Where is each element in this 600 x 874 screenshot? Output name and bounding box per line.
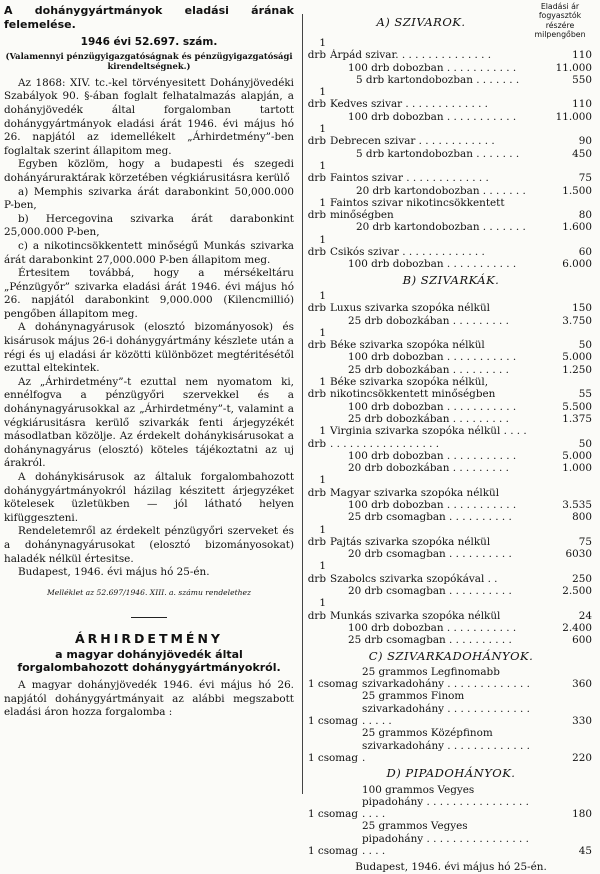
row-price: 1.375 (562, 412, 592, 425)
row-quantity: 1 drb (307, 523, 326, 548)
left-column (4, 4, 294, 720)
section-d-heading: D) PIPADOHÁNYOK. (386, 766, 516, 781)
row-description: Faintos szivar . . . . . . . . . . . . . (330, 172, 489, 185)
row-price: 1.500 (562, 184, 592, 197)
divider (131, 617, 167, 618)
price-row (306, 197, 596, 222)
row-price: 5.000 (562, 351, 592, 364)
item-a: a) Memphis szivarka árát darabonkint 50,000.000 P-ben, (4, 185, 294, 212)
price-row (306, 315, 596, 327)
row-quantity: 1 drb (307, 560, 326, 585)
row-price: 360 (572, 678, 592, 691)
row-description: 25 grammos Legfinomabb szivarkadohány . . . . . . . . . . . . . (362, 665, 530, 691)
row-description: 100 drb dobozban . . . . . . . . . . . (348, 498, 517, 511)
row-price: 6.000 (562, 258, 592, 271)
price-row (306, 425, 596, 450)
column-divider (302, 14, 303, 794)
row-price: 60 (578, 246, 592, 259)
price-row (306, 634, 596, 646)
row-description: 20 drb dobozkában . . . . . . . . . (348, 462, 509, 475)
row-price: 150 (572, 302, 592, 315)
row-description: Kedves szivar . . . . . . . . . . . . . (330, 98, 488, 111)
date-line: Budapest, 1946. évi május hó 25-én. (18, 566, 210, 579)
row-description: 25 drb dobozkában . . . . . . . . . (348, 314, 509, 327)
row-quantity: 1 drb (307, 233, 326, 259)
row-price: 3.750 (562, 314, 592, 327)
paragraph-6: A dohánykisárusok az általuk forgalombahozott dohánygyártmányokról házilag készitett árjegyzéket kötelesek üzletükben — jól látható helyen kifüggeszteni. (4, 471, 294, 524)
row-quantity: 1 drb (307, 474, 326, 499)
price-row (306, 74, 596, 86)
row-description: Magyar szivarka szopóka nélkül (330, 486, 500, 499)
price-row (306, 111, 596, 123)
item-c: c) a nikotincsökkentett minőségű Munkás szivarka árát darabonkint 27,000.000 P-ben állapitom meg. (4, 239, 294, 266)
row-price: 55 (578, 388, 592, 401)
row-price: 50 (578, 339, 592, 352)
paragraph-1: Az 1868: XIV. tc.-kel törvényesitett Dohányjövedéki Szabályok 90. §-ában foglalt felhatalmazás alapján, a dohányjövedék által forgalomban tartott dohánygyártmányok eladási árát 1946. évi május hó 26. napjától az idemellékelt „Árhirdetmény”-ben foglaltak szerint állapitom meg. (4, 76, 294, 157)
row-price: 11.000 (555, 110, 592, 123)
row-price: 45 (578, 845, 592, 857)
row-description: 20 drb csomagban . . . . . . . . . . (348, 585, 512, 598)
row-price: 1.000 (562, 462, 592, 475)
row-quantity: 1 csomag (307, 808, 358, 821)
section-a-rows (306, 37, 596, 271)
arhirdetmeny-subtitle: a magyar dohányjövedék által forgalombahozott dohánygyártmányokról. (17, 647, 281, 675)
price-row (306, 413, 596, 425)
price-row (306, 784, 596, 821)
row-description: 100 drb dobozban . . . . . . . . . . . (348, 351, 517, 364)
price-row (306, 585, 596, 597)
row-price: 5.500 (562, 400, 592, 413)
price-row (306, 290, 596, 315)
row-price: 220 (572, 751, 592, 764)
row-description: Luxus szivarka szopóka nélkül (330, 302, 490, 315)
price-row (306, 376, 596, 401)
row-quantity: 1 drb (307, 597, 326, 622)
price-list (306, 0, 596, 874)
row-description: 100 drb dobozban . . . . . . . . . . . (348, 61, 517, 74)
decree-number: 1946 évi 52.697. szám. (80, 36, 218, 48)
row-description: Csikós szivar . . . . . . . . . . . . . (330, 246, 485, 259)
attachment-note: Melléklet az 52.697/1946. XIII. a. számu rendelethez (46, 587, 252, 597)
row-description: 25 grammos Finom szivarkadohány . . . . . . . . . . . . . . . . . . (362, 690, 530, 728)
price-row (306, 820, 596, 857)
row-description: 25 drb dobozkában . . . . . . . . . (348, 363, 509, 376)
paragraph-2: Egyben közlöm, hogy a budapesti és szegedi dohányáruraktárak körzetében végkiárusitásra kerülő (4, 158, 294, 184)
row-quantity: 1 drb (307, 86, 326, 111)
row-description: Faintos szivar nikotincsökkentett minőségben (330, 196, 505, 222)
section-d-rows (306, 784, 596, 858)
row-price: 6030 (565, 548, 592, 561)
price-list-header (306, 0, 596, 40)
row-description: 20 drb kartondobozban . . . . . . . (356, 221, 526, 234)
price-row (306, 524, 596, 549)
row-price: 3.535 (562, 498, 592, 511)
row-description: 25 grammos Vegyes pipadohány . . . . . . . . . . . . . . . . . . . . (362, 820, 529, 857)
row-price: 75 (578, 535, 592, 548)
row-price: 80 (578, 209, 592, 222)
row-quantity: 1 drb (307, 196, 326, 222)
row-description: Munkás szivarka szopóka nélkül (330, 609, 501, 622)
row-quantity: 1 drb (307, 159, 326, 185)
price-row (306, 234, 596, 259)
row-description: 25 drb csomagban . . . . . . . . . . (348, 634, 512, 647)
paragraph-7: Rendeletemről az érdekelt pénzügyőri szerveket és a dohánynagyárusokat (elosztó bizományosokat) haladék nélkül értesitse. (4, 525, 294, 565)
row-price: 11.000 (555, 61, 592, 74)
section-c-rows (306, 666, 596, 764)
price-row (306, 560, 596, 585)
row-description: Debrecen szivar . . . . . . . . . . . . (330, 135, 495, 148)
price-row (306, 351, 596, 363)
row-description: 25 drb dobozkában . . . . . . . . . (348, 412, 509, 425)
row-description: 20 drb kartondobozban . . . . . . . (356, 184, 526, 197)
row-price: 800 (572, 511, 592, 524)
arhirdetmeny-text: A magyar dohányjövedék 1946. évi május hó 26. napjától dohánygyártmányait az alábbi megszabott eladási áron hozza forgalomba : (4, 678, 294, 719)
row-quantity: 1 csomag (307, 845, 358, 857)
price-row (306, 450, 596, 462)
row-description: 100 grammos Vegyes pipadohány . . . . . . . . . . . . . . . . . . . . (362, 783, 529, 821)
row-price: 2.400 (562, 621, 592, 634)
section-b-rows (306, 290, 596, 647)
price-row (306, 511, 596, 523)
row-quantity: 1 drb (307, 376, 326, 401)
row-description: 100 drb dobozban . . . . . . . . . . . (348, 621, 517, 634)
row-price: 1.600 (562, 221, 592, 234)
price-row (306, 597, 596, 622)
row-price: 550 (572, 73, 592, 86)
row-price: 90 (578, 135, 592, 148)
price-row (306, 148, 596, 160)
price-row (306, 185, 596, 197)
row-description: 20 drb csomagban . . . . . . . . . . (348, 548, 512, 561)
row-price: 250 (572, 572, 592, 585)
price-row (306, 474, 596, 499)
closing-date: Budapest, 1946. évi május hó 25-én. (355, 861, 547, 874)
row-description: 100 drb dobozban . . . . . . . . . . . (348, 449, 517, 462)
row-price: 450 (572, 147, 592, 160)
paragraph-3: Értesitem továbbá, hogy a mérsékeltáru „Pénzügyőr” szivarka eladási árát 1946. évi május hó 26. napjától darabonkint 9,000.000 (Kilencmillió) pengőben állapitom meg. (4, 267, 294, 320)
row-description: Pajtás szivarka szopóka nélkül (330, 535, 491, 548)
row-quantity: 1 csomag (307, 715, 358, 728)
row-description: 25 drb csomagban . . . . . . . . . . (348, 511, 512, 524)
row-price: 50 (578, 437, 592, 450)
row-price: 330 (572, 715, 592, 728)
row-price: 180 (572, 808, 592, 821)
row-description: Virginia szivarka szopóka nélkül . . . . . . . . . . . . . . . . . . . . . (330, 425, 527, 450)
row-price: 5.000 (562, 449, 592, 462)
price-row (306, 727, 596, 764)
price-row (306, 160, 596, 185)
row-description: Árpád szivar. . . . . . . . . . . . . . . (330, 49, 492, 62)
price-row (306, 123, 596, 148)
row-quantity: 1 drb (307, 425, 326, 450)
decree-title: A dohánygyártmányok eladási árának felemelése. (4, 4, 294, 31)
price-row (306, 690, 596, 727)
price-row (306, 548, 596, 560)
row-quantity: 1 drb (307, 326, 326, 352)
row-description: 5 drb kartondobozban . . . . . . . (356, 73, 520, 86)
row-description: Szabolcs szivarka szopókával . . (330, 572, 498, 585)
price-row (306, 666, 596, 691)
row-price: 24 (578, 609, 592, 622)
price-row (306, 401, 596, 413)
row-price: 110 (572, 49, 592, 62)
row-price: 600 (572, 634, 592, 647)
paragraph-4: A dohánynagyárusok (elosztó bizományosok) és kisárusok május 26-i dohánygyártmány készlete után a régi és uj eladási ár közötti különbözet megtéritésétől ezuttal eltekintek. (4, 321, 294, 375)
row-description: 25 grammos Középfinom szivarkadohány . . . . . . . . . . . . . . (362, 727, 530, 764)
row-description: 100 drb dobozban . . . . . . . . . . . (348, 258, 517, 271)
row-price: 1.250 (562, 363, 592, 376)
price-row (306, 221, 596, 233)
price-row (306, 258, 596, 270)
section-a-heading: A) SZIVAROK. (376, 15, 466, 29)
paragraph-5: Az „Árhirdetmény”-t ezuttal nem nyomatom ki, ennélfogva a pénzügyőri szervekkel és a dohánynagyárusokkal az „Árhirdetmény”-t, valamint a végkiárusitásra kerülő szivarkák fenti árjegyzékét másodlatban közölje. Az érdekelt dohánykisárusokat a dohánynagyárus (elosztó) köteles tájékoztatni az uj árakról. (4, 375, 294, 470)
price-column-heading: Eladási ár fogyasztók részére milpengőben (534, 2, 586, 40)
decree-addressee: (Valamennyi pénzügyigazgatóságnak és pénzügyigazgatósági kirendeltségnek.) (5, 50, 293, 72)
section-b-heading: B) SZIVARKÁK. (402, 272, 500, 287)
price-row (306, 86, 596, 111)
row-description: 100 drb dobozban . . . . . . . . . . . (348, 400, 517, 413)
row-description: 100 drb dobozban . . . . . . . . . . . (348, 110, 517, 123)
price-row (306, 327, 596, 352)
row-price: 75 (578, 172, 592, 185)
section-c-heading: C) SZIVARKADOHÁNYOK. (368, 648, 534, 663)
price-row (306, 364, 596, 376)
row-price: 110 (572, 98, 592, 111)
price-row (306, 37, 596, 62)
row-quantity: 1 drb (307, 123, 326, 148)
row-description: Béke szivarka szopóka nélkül (330, 339, 485, 352)
row-description: Béke szivarka szopóka nélkül, nikotincsökkentett minőségben (330, 376, 496, 401)
price-row (306, 622, 596, 634)
price-row (306, 62, 596, 74)
row-quantity: 1 csomag (307, 751, 358, 764)
row-quantity: 1 drb (307, 37, 326, 62)
row-quantity: 1 csomag (307, 678, 358, 691)
price-row (306, 462, 596, 474)
price-row (306, 499, 596, 511)
row-price: 2.500 (562, 585, 592, 598)
item-b: b) Hercegovina szivarka árát darabonkint 25,000.000 P-ben, (4, 212, 294, 239)
arhirdetmeny-title: ÁRHIRDETMÉNY (75, 631, 223, 647)
row-description: 5 drb kartondobozban . . . . . . . (356, 147, 520, 160)
row-quantity: 1 drb (307, 289, 326, 315)
